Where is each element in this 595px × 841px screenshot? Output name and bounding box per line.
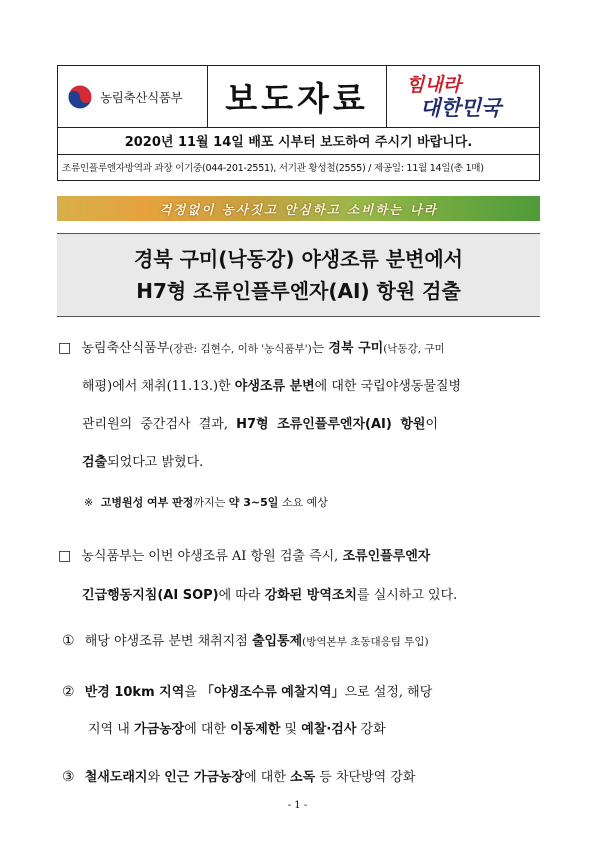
taegeuk-logo-icon [66,83,94,111]
note-line [84,494,328,510]
text-bold: 약 3~5일 [228,496,279,509]
headline-box [57,233,540,317]
text: (장관: 김현수, 이하 '농식품부') [169,343,312,355]
text-bold: 검출 [82,455,108,470]
text-bold: 야생조류 분변 [234,379,315,394]
text-bold: 소독 [290,770,316,785]
header-top-row [58,66,539,128]
item-number: ② [62,684,75,700]
press-release-header [57,65,540,181]
text: 에 대한 국립야생동물질병 [314,379,462,394]
text-bold: 출입통제 [251,634,303,649]
text: 에서 채취(11.13.)한 [112,379,235,394]
text: 까지는 [193,496,229,509]
text: 소요 예상 [278,496,328,509]
item-number: ③ [62,769,75,785]
para2-line2 [82,584,457,603]
slogan-banner [57,196,540,221]
text: 에 대한 [244,770,291,785]
text: 지역 내 [88,722,134,737]
text-bold: 가금농장 [133,722,185,737]
note-mark: ※ [84,496,94,509]
text: 으로 설정, 해당 [344,685,433,700]
slogan-logo [386,66,539,127]
item-number: ① [62,633,75,649]
text: 를 실시하고 있다. [357,588,458,603]
text: 을 [184,685,201,700]
text-bold: 긴급행동지침(AI SOP) [82,588,219,603]
press-release-title: 보도자료 [208,66,387,127]
text-bold: H7형 조류인플루엔자(AI) 항원 [236,417,426,432]
list-item [62,766,415,785]
contact-info: 조류인플루엔자방역과 과장 이기중(044-201-2551), 서기관 황성철(2555) / 제공일: 11월 14일(총 1매) [62,163,484,174]
text-bold: 반경 10km 지역 [84,685,185,700]
text: 관리원의 중간검사 결과, [82,417,237,432]
text: 등 차단방역 강화 [315,770,416,785]
text: 강화 [356,722,386,737]
text-bold: 철새도래지 [84,770,148,785]
text: 해평) [82,379,113,394]
text: 에 따라 [218,588,265,603]
text: 와 [147,770,165,785]
text: 해당 야생조류 분변 채취지점 [84,634,252,649]
list-item [62,681,432,700]
list-item-continuation [88,718,386,737]
bullet: □ [58,340,72,356]
text: 되었다고 밝혔다. [107,455,204,470]
text: (낙동강, 구미 [383,343,445,355]
text-bold: 이동제한 [230,722,281,737]
slogan-line1: 힘내라 [406,73,462,96]
headline-line1: 경북 구미(낙동강) 야생조류 분변에서 [134,247,463,271]
para2-line1 [58,545,430,564]
slogan-line2: 대한민국 [420,95,502,120]
text: 및 [280,722,302,737]
text-bold: 고병원성 여부 판정 [100,496,194,509]
text: 에 대한 [184,722,231,737]
text-bold: 경북 구미 [328,341,384,356]
ministry-name: 농림축산식품부 [100,89,183,105]
text-bold: 조류인플루엔자 [342,549,431,564]
text: 농림축산식품부 [81,341,170,356]
para1-line1 [58,337,445,356]
text-bold: 인근 가금농장 [164,770,245,785]
para1-line3 [82,413,438,432]
text: 이 [425,417,439,432]
text: (방역본부 초동대응팀 투입) [302,636,429,648]
bullet: □ [58,548,72,564]
text: 농식품부는 이번 야생조류 AI 항원 검출 즉시, [81,549,343,564]
ministry-logo [58,66,208,127]
para1-line2 [82,375,461,394]
page-number: - 1 - [287,800,308,811]
banner-text: 걱정없이 농사짓고 안심하고 소비하는 나라 [159,201,438,217]
list-item [62,630,429,649]
text: 는 [311,341,329,356]
text-bold: 예찰·검사 [301,722,357,737]
text-bold: 「야생조수류 예찰지역」 [200,685,345,700]
para1-line4 [82,451,203,470]
headline-line2: H7형 조류인플루엔자(AI) 항원 검출 [136,279,461,303]
text-bold: 강화된 방역조치 [264,588,357,603]
embargo-notice: 2020년 11월 14일 배포 시부터 보도하여 주시기 바랍니다. [58,127,539,155]
